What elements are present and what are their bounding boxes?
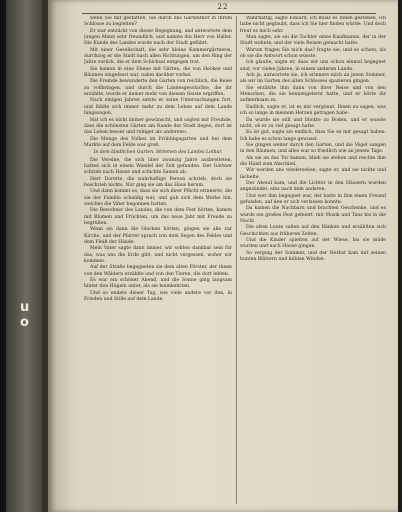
paragraph: Es war ein schöner Abend, und die Sonne ging langsam hinter den Hügeln unter, als sie heimkehrten.	[84, 278, 232, 290]
paragraph: Wahrhaftig, sagte Eduard, ich muss es Ihnen gestehen, ich habe nicht geglaubt, dass ich Sie hier finden würde. Und doch freut es mich sehr.	[240, 16, 386, 34]
paragraph: Die Vereine, die sich über zwanzig Jahre ausbreiteten, hatten sich in einem Wandel der Zeit gefunden. Der Gärtner schrieb nach Hause und schickte Samen ab.	[84, 157, 232, 176]
adjacent-page-stub	[6, 0, 42, 512]
paragraph: Sie erzählte ihm dann von ihrer Reise und von den Menschen, die sie kennengelernt hatte, und er hörte ihr aufmerksam zu.	[240, 85, 386, 104]
paragraph: Herr Dorette, die wahrhaftige Person schrieb, doch sie beschrieb nichts. Nur ging sie um das Haus herum.	[84, 176, 232, 188]
left-column	[84, 16, 232, 504]
paragraph: Und so endete dieser Tag, wie viele andere vor ihm, in Frieden und Stille auf dem Lande.	[84, 290, 232, 303]
paragraph: Mein Vater sagte dann immer, wir sollten dankbar sein für das, was uns die Erde gibt, und nicht vergessen, woher wir kommen.	[84, 246, 232, 265]
section-heading: In dem ländlichen Garten. Stimmen des Landes Lothar.	[93, 150, 223, 156]
paragraph: Da kamen die Nachbarn und brachten Geschenke, und es wurde ein großes Fest gefeiert, mit Musik und Tanz bis in die Nacht.	[240, 206, 386, 224]
paragraph: Nach einigen Jahren setzte er seine Untersuchungen fort, und fühlte sich immer mehr zu dem Leben auf dem Lande hingezogen.	[84, 98, 232, 117]
paragraph: Und dann kommt es, dass sie sich ihrer Pflicht erinnerte, die sie der Familie schuldig war, und gab sich dem Werke hin, welches die Väter begonnen hatten.	[84, 189, 232, 207]
paragraph: Sie kamen in eine Ebene mit Gärten, die von Hecken und Bäumen eingefasst war, nahm darüber vorbei.	[84, 66, 232, 79]
paragraph: wenn Sie mit gestatten, Sie durch das Gartenthor in Ihrem Schlosse zu begleiten?	[84, 16, 232, 28]
page-number: 22	[217, 3, 229, 11]
paragraph: Endlich, sagte er, ist es mir vergönnt, Ihnen zu sagen, was ich so lange in meinem Herzen getragen habe.	[240, 104, 386, 117]
paragraph: Als sie an das Tor kamen, blieb sie stehen und reichte ihm die Hand zum Abschied.	[240, 155, 386, 167]
paragraph: Da wurde sie still und blickte zu Boden, und er wusste nicht, ob er zu viel gesagt hatte.	[240, 117, 386, 129]
stub-char: u	[20, 300, 30, 315]
paragraph: Die alten Leute saßen auf den Bänken und erzählten sich Geschichten aus früheren Zeiten.	[240, 225, 386, 237]
paragraph: Die Fremde bewunderte den Garten von reichlich, die Reise zu vollbringen, und durch die Landesgeschichte, die ihr erzählte, wurde er immer mehr von diesem Geiste ergriffen.	[84, 79, 232, 98]
paragraph: Sie gingen weiter durch den Garten, und die Vögel sangen in den Bäumen, und alles war so friedlich wie an jenem Tage.	[240, 142, 386, 155]
paragraph: Hat ich es nicht immer gewünscht, und sagten mir Freunde, dass die schönsten Gärten am Rande der Stadt liegen, dort ist das Leben besser und ruhiger als anderswo.	[84, 117, 232, 136]
paragraph: Warum fragen Sie mich das? fragte sie, und es schien, als ob sie die Antwort schon wüsste.	[240, 47, 386, 60]
paragraph: Ich glaube, sagte er, dass wir uns schon einmal begegnet sind, vor vielen Jahren, in einem anderen Lande.	[240, 60, 386, 72]
paragraph: So verging der Sommer, und der Herbst kam mit seinen bunten Blättern und kühlen Winden.	[240, 250, 386, 263]
paragraph: Er war entzückt von dieser Begegnung, und antwortete dem jungen Mann sehr freundlich, und nannte ihn Herr von Haller. Die Kunde des Landes wurde nach der Stadt geführt.	[84, 28, 232, 47]
paragraph: Der Abend kam, und die Lichter in den Häusern wurden angezündet, eins nach dem anderen.	[240, 180, 386, 193]
paragraph: Man sagte, sie sei die Tochter eines Kaufmanns, der in der Stadt wohnte, und der viele Reisen gemacht hatte.	[240, 35, 386, 47]
header-rule	[82, 13, 376, 14]
stub-char: o	[20, 315, 29, 330]
paragraph: Und wer ihm begegnet war, der hatte in ihm einen Freund gefunden, auf den er sich verlassen konnte.	[240, 193, 386, 205]
adjacent-page-fragment	[20, 300, 46, 330]
paragraph: Wenn sie dann die Glocken hörten, gingen sie alle zur Kirche, und der Pfarrer sprach von dem Segen des Feldes und dem Fleiß der Hände.	[84, 227, 232, 246]
paragraph: Die Bewohner des Landes, die von dem Fest hörten, kamen mit Blumen und Früchten, um das neue Jahr mit Freude zu begrüßen.	[84, 208, 232, 226]
paragraph: Ach ja, antwortete sie, ich erinnere mich an jenen Sommer, als wir im Garten des alten Schlosses spazieren gingen.	[240, 73, 386, 85]
newspaper-page	[48, 0, 398, 512]
right-column	[240, 16, 386, 504]
paragraph: Mit einer Gesellschaft, die sehr kleine Kammergärtnerei, durchzog er die Stadt nach allen Richtungen, um den Ring der Jahre zurück, die er dem Schicksal entgegen trat.	[84, 47, 232, 66]
paragraph: Es ist gut, sagte sie endlich, dass Sie es mir gesagt haben. Ich habe es schon lange gewusst.	[240, 130, 386, 142]
paragraph: Auf der Straße begegneten sie dem alten Förster, der ihnen von den Wäldern erzählte und von den Tieren, die dort lebten.	[84, 265, 232, 277]
paragraph: Die Menge des Volkes im Frühlingsgarten und bei dem Markte auf dem Felde war groß.	[84, 136, 232, 148]
column-divider	[236, 16, 237, 504]
paragraph: Wir werden uns wiedersehen, sagte er, und sie nickte und lächelte.	[240, 168, 386, 180]
paragraph: Und die Kinder spielten auf der Wiese, bis sie müde wurden und nach Hause gingen.	[240, 238, 386, 250]
